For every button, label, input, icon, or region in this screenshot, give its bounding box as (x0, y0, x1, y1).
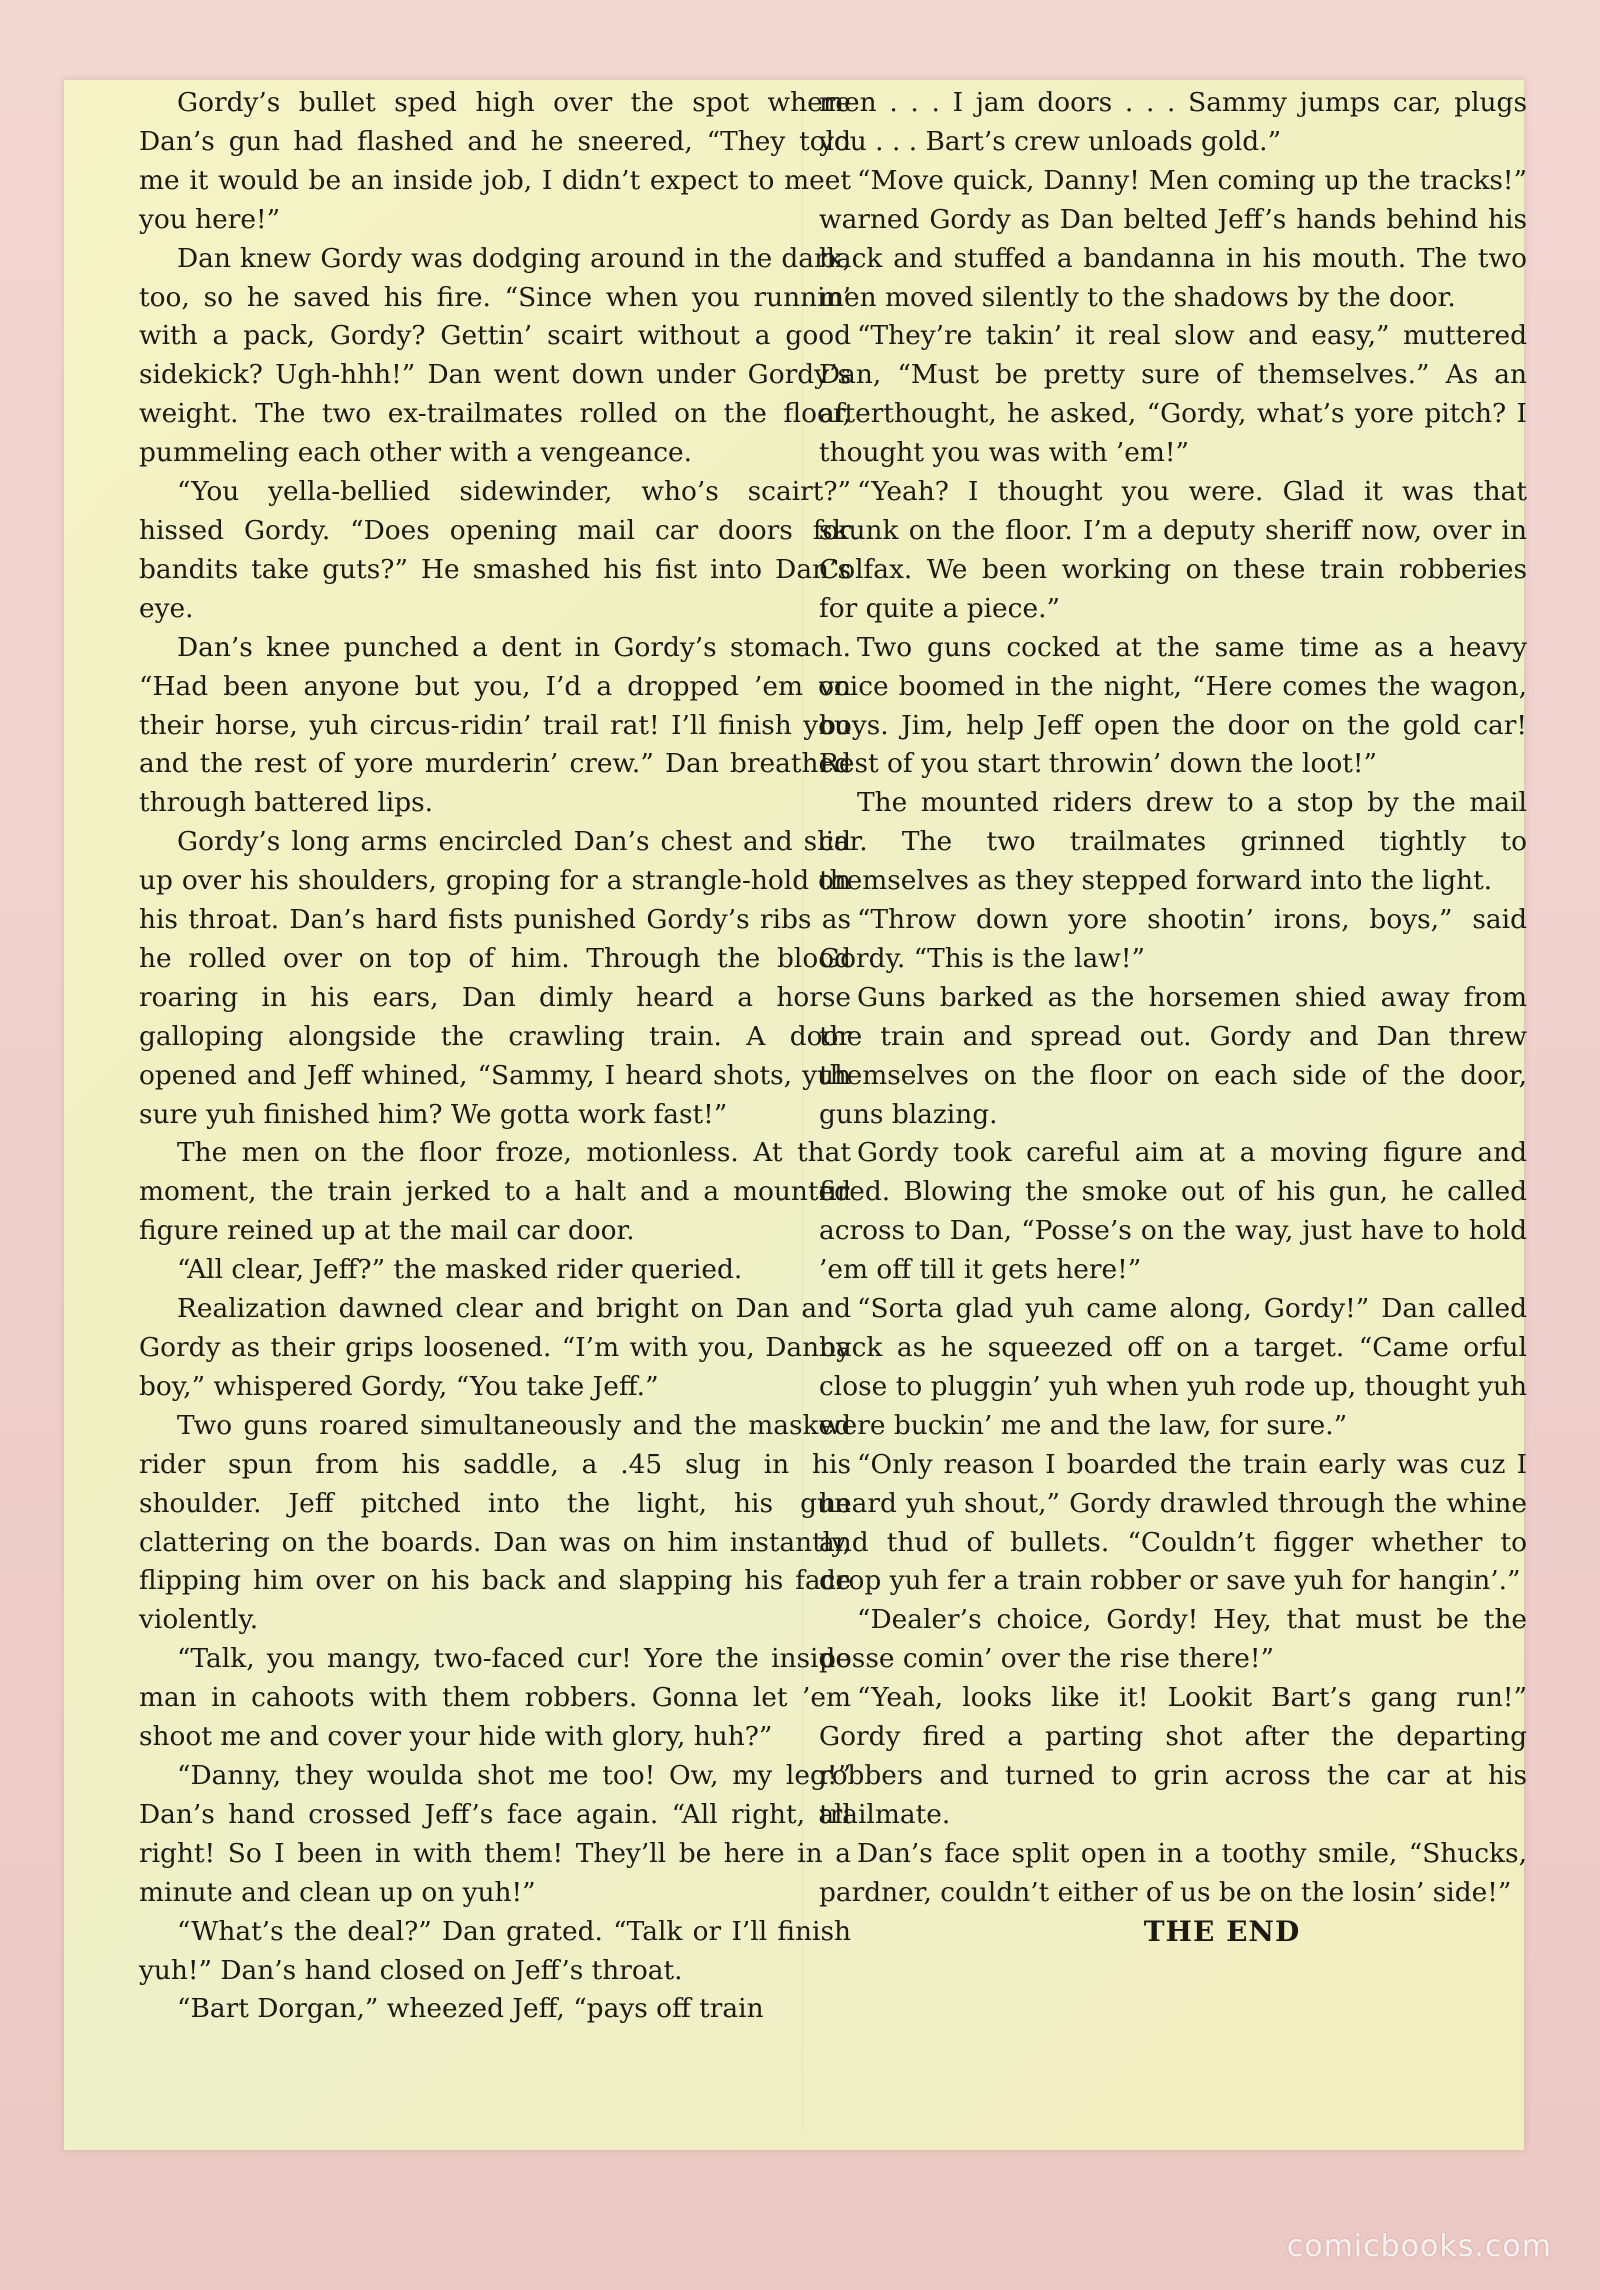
story-paragraph: “Only reason I boarded the train early was cuz I heard yuh shout,” Gordy drawled through the whine and thud of bullets. “Couldn’t figger whether to drop yuh fer a train robber or save yuh for hangin’.” (819, 1448, 1527, 1597)
story-paragraph: “You yella-bellied sidewinder, who’s scairt?” hissed Gordy. “Does opening mail car doors for bandits take guts?” He smashed his fist into Dan’s eye. (139, 476, 851, 624)
story-paragraph: “Move quick, Danny! Men coming up the tracks!” warned Gordy as Dan belted Jeff’s hands behind his back and stuffed a bandanna in his mouth. The two men moved silently to the shadows by the door. (819, 164, 1527, 313)
right-text-column (819, 84, 1527, 1952)
story-paragraph: “Danny, they woulda shot me too! Ow, my leg!” Dan’s hand crossed Jeff’s face again. “All right, all right! So I been in with them! They’ll be here in a minute and clean up on yuh!” (139, 1759, 851, 1908)
story-paragraph: “Bart Dorgan,” wheezed Jeff, “pays off train (177, 1993, 764, 2025)
story-paragraph: Dan knew Gordy was dodging around in the dark, too, so he saved his fire. “Since when you runnin’ with a pack, Gordy? Gettin’ scairt without a good sidekick? Ugh-hhh!” Dan went down under Gordy’s weight. The two ex-trailmates rolled on the floor, pummeling each other with a vengeance. (139, 242, 851, 469)
story-paragraph: The men on the floor froze, motionless. At that moment, the train jerked to a halt and a mounted figure reined up at the mail car door. (139, 1137, 851, 1247)
story-paragraph: Dan’s knee punched a dent in Gordy’s stomach. “Had been anyone but you, I’d a dropped ’em on their horse, yuh circus-ridin’ trail rat! I’ll finish you and the rest of yore murderin’ crew.” Dan breathed through battered lips. (139, 631, 851, 819)
story-paragraph: Guns barked as the horsemen shied away from the train and spread out. Gordy and Dan threw themselves on the floor on each side of the door, guns blazing. (819, 981, 1527, 1130)
story-paragraph: men . . . I jam doors . . . Sammy jumps car, plugs you . . . Bart’s crew unloads gold.” (819, 87, 1527, 157)
story-paragraph: “What’s the deal?” Dan grated. “Talk or I’ll finish yuh!” Dan’s hand closed on Jeff’s throat. (139, 1915, 851, 1986)
story-paragraph: “All clear, Jeff?” the masked rider queried. (177, 1254, 743, 1286)
story-paragraph: “Talk, you mangy, two-faced cur! Yore the inside man in cahoots with them robbers. Gonna let ’em shoot me and cover your hide with glory, huh?” (139, 1643, 851, 1753)
story-paragraph: Gordy’s bullet sped high over the spot where Dan’s gun had flashed and he sneered, “They told me it would be an inside job, I didn’t expect to meet you here!” (139, 87, 851, 235)
story-paragraph: “They’re takin’ it real slow and easy,” muttered Dan, “Must be pretty sure of themselves.” As an afterthought, he asked, “Gordy, what’s yore pitch? I thought you was with ’em!” (819, 320, 1527, 469)
story-paragraph: “Throw down yore shootin’ irons, boys,” said Gordy. “This is the law!” (819, 904, 1527, 974)
story-paragraph: “Yeah? I thought you were. Glad it was that skunk on the floor. I’m a deputy sheriff now, over in Colfax. We been working on these train robberies for quite a piece.” (819, 476, 1527, 624)
left-text-column (139, 84, 851, 2029)
story-paragraph: Two guns cocked at the same time as a heavy voice boomed in the night, “Here comes the wagon, boys. Jim, help Jeff open the door on the gold car! Rest of you start throwin’ down the loot!” (819, 631, 1527, 780)
story-paragraph: Gordy took careful aim at a moving figure and fired. Blowing the smoke out of his gun, he called across to Dan, “Posse’s on the way, just have to hold ’em off till it gets here!” (819, 1137, 1527, 1286)
story-paragraph: Two guns roared simultaneously and the masked rider spun from his saddle, a .45 slug in his shoulder. Jeff pitched into the light, his gun clattering on the boards. Dan was on him instantly, flipping him over on his back and slapping his face violently. (139, 1409, 851, 1636)
story-paragraph: Gordy’s long arms encircled Dan’s chest and slid up over his shoulders, groping for a strangle-hold on his throat. Dan’s hard fists punished Gordy’s ribs as he rolled over on top of him. Through the blood roaring in his ears, Dan dimly heard a horse galloping alongside the crawling train. A door opened and Jeff whined, “Sammy, I heard shots, yuh sure yuh finished him? We gotta work fast!” (139, 826, 851, 1130)
the-end-label: THE END (1143, 1914, 1301, 1948)
story-paragraph: Dan’s face split open in a toothy smile, “Shucks, pardner, couldn’t either of us be on the losin’ side!” (819, 1837, 1527, 1908)
story-paragraph: “Sorta glad yuh came along, Gordy!” Dan called back as he squeezed off on a target. “Came orful close to pluggin’ yuh when yuh rode up, thought yuh were buckin’ me and the law, for sure.” (819, 1293, 1527, 1441)
site-watermark: comicbooks.com (1286, 2229, 1552, 2264)
story-paragraph: Realization dawned clear and bright on Dan and Gordy as their grips loosened. “I’m with you, Danny boy,” whispered Gordy, “You take Jeff.” (139, 1293, 851, 1402)
story-paragraph: “Yeah, looks like it! Lookit Bart’s gang run!” Gordy fired a parting shot after the departing robbers and turned to grin across the car at his trailmate. (819, 1682, 1527, 1830)
story-text-panel (64, 80, 1527, 2150)
story-paragraph: “Dealer’s choice, Gordy! Hey, that must be the posse comin’ over the rise there!” (819, 1604, 1527, 1675)
story-paragraph: The mounted riders drew to a stop by the mail car. The two trailmates grinned tightly to themselves as they stepped forward into the light. (819, 787, 1527, 897)
